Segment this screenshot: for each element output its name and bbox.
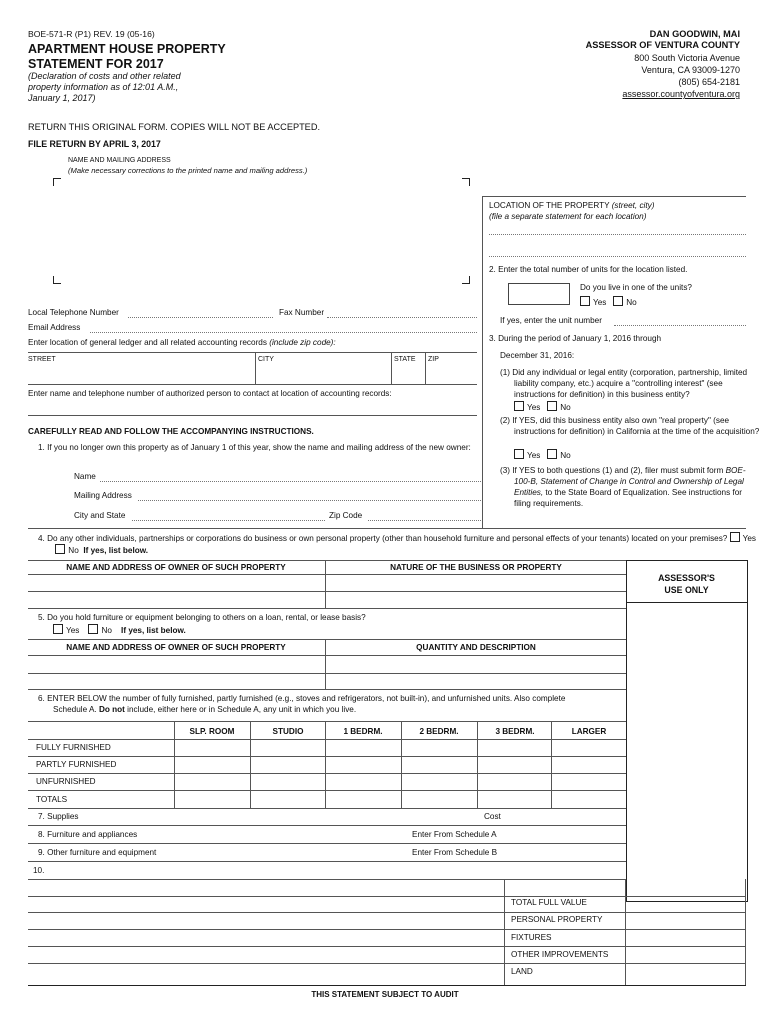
q5-yes-checkbox[interactable] [53,624,63,634]
q6-col-divider4 [401,721,402,808]
q6-col-divider1 [174,721,175,808]
other-improvements-label: OTHER IMPROVEMENTS [511,950,609,959]
location-top-line [482,196,746,197]
mailing-corner-br [462,276,470,284]
q9-other-equipment: 9. Other furniture and equipment [38,848,157,857]
new-owner-zip-line[interactable] [368,520,481,521]
q3-part3: (3) If YES to both questions (1) and (2), filer must submit form BOE-100-B, Statement of Change in Control and Ownership of Legal Entities, to the State Board of Equalization. See instructions for filing requirements. [500,466,746,508]
q6-row-totals: TOTALS [36,795,68,804]
q6-col-slp-room: SLP. ROOM [189,727,235,736]
q3-part1: (1) Did any individual or legal entity (corporation, partnership, limited liability company, etc.) acquire a "controlling interest" (see instructions for definition) in this business entity? [500,368,748,399]
q8-furniture: 8. Furniture and appliances [38,830,138,839]
assessor-use-box [626,560,748,902]
location-sub: (file a separate statement for each location) [489,212,647,221]
subtitle-line2: property information as of 12:01 A.M., [28,82,179,92]
email-line[interactable] [90,332,477,333]
assessor-phone: (805) 654-2181 [678,77,740,87]
fixtures-label: FIXTURES [511,933,552,942]
personal-property-input[interactable] [626,913,745,929]
q8-source: Enter From Schedule A [412,830,497,839]
q5-no-checkbox[interactable] [88,624,98,634]
city-label: CITY [258,356,274,363]
q6-row-rule3[interactable] [28,790,626,791]
q6-col-studio: STUDIO [272,727,304,736]
q3-part1-yes-checkbox[interactable] [514,401,524,411]
file-return-deadline: FILE RETURN BY APRIL 3, 2017 [28,139,161,149]
q6-row-rule1[interactable] [28,756,626,757]
location-line1[interactable] [489,234,746,235]
right-column-divider [482,196,483,528]
q5-table-header-rule [28,655,626,656]
q4-table-row1[interactable] [28,591,626,592]
q5-text: 5. Do you hold furniture or equipment belonging to others on a loan, rental, or lease basis? [38,613,366,622]
q4-col-owner-header: NAME AND ADDRESS OF OWNER OF SUCH PROPERTY [66,563,286,572]
address-divider2 [391,352,392,384]
instructions-heading: CAREFULLY READ AND FOLLOW THE ACCOMPANYING INSTRUCTIONS. [28,427,314,436]
form-title-line2: STATEMENT FOR 2017 [28,57,164,71]
q6-header-rule [28,739,626,740]
unit-number-line[interactable] [614,325,746,326]
assessor-website-link[interactable]: assessor.countyofventura.org [622,89,740,99]
land-input[interactable] [626,964,745,985]
q6-col-2-bedrm: 2 BEDRM. [419,727,459,736]
live-in-yes-checkbox[interactable] [580,296,590,306]
mailing-instruction: (Make necessary corrections to the printed name and mailing address.) [68,166,308,175]
assessor-use-rule [626,602,747,603]
new-owner-name-label: Name [74,472,96,481]
q5-table-top [28,639,626,640]
q5-col-quantity-header: QUANTITY AND DESCRIPTION [416,643,536,652]
mailing-corner-bl [53,276,61,284]
q4-table-header-rule [28,574,626,575]
ledger-label: Enter location of general ledger and all related accounting records (include zip code): [28,338,336,347]
q8-line[interactable] [28,843,626,844]
q6-row-partly-furnished: PARTLY FURNISHED [36,760,117,769]
form-title-line1: APARTMENT HOUSE PROPERTY [28,42,226,56]
q3-part2: (2) If YES, did this business entity also own "real property" (see instructions for definition) in California at the time of the acquisition? [500,416,760,436]
q3-line1: 3. During the period of January 1, 2016 through [489,334,662,343]
q3-part1-no-checkbox[interactable] [547,401,557,411]
address-divider1 [255,352,256,384]
zip-label: ZIP [428,356,439,363]
email-label: Email Address [28,323,81,332]
q3-line2: December 31, 2016: [500,351,575,360]
units-count-box[interactable] [508,283,570,305]
q6-col-divider2 [250,721,251,808]
new-owner-name-line[interactable] [100,481,481,482]
subtitle-line1: (Declaration of costs and other related [28,71,181,81]
q4-text: 4. Do any other individuals, partnerships or corporations do business or own personal property (other than household furniture and personal effects of your tenants) located on your premises? Yes No If yes, list below. [38,534,757,555]
units-question: 2. Enter the total number of units for the location listed. [489,265,688,274]
q6-col-divider5 [477,721,478,808]
q6-row-unfurnished: UNFURNISHED [36,777,96,786]
new-owner-mailing-label: Mailing Address [74,491,132,500]
q6-text1: 6. ENTER BELOW the number of fully furnished, partly furnished (e.g., stoves and refrigerators, not built-in), and unfurnished units. Also complete [38,694,566,703]
live-in-question: Do you live in one of the units? [580,283,692,292]
mailing-address-area[interactable] [60,184,460,274]
address-row-bottom [28,384,477,385]
q6-row-rule2[interactable] [28,773,626,774]
total-full-value-input[interactable] [626,897,745,912]
q10-label: 10. [33,866,45,875]
address-row-top [28,352,477,353]
assessor-use-line1: ASSESSOR'S [658,573,715,583]
q7-supplies: 7. Supplies [38,812,79,821]
personal-property-label: PERSONAL PROPERTY [511,915,603,924]
q6-col-3-bedrm: 3 BEDRM. [495,727,535,736]
new-owner-zip-label: Zip Code [329,511,363,520]
authorized-contact-label: Enter name and telephone number of authorized person to contact at location of accounting records: [28,389,392,398]
totals-right-border [745,879,746,985]
assessor-address2: Ventura, CA 93009-1270 [641,65,740,75]
q6-text2: Schedule A. Do not include, either here or in Schedule A, any unit in which you live. [53,705,357,714]
q4-table-divider [325,560,326,608]
location-label: LOCATION OF THE PROPERTY (street, city) [489,201,655,210]
live-in-options: Yes No [580,296,637,308]
assessor-address1: 800 South Victoria Avenue [634,53,740,63]
fixtures-input[interactable] [626,930,745,946]
q5-table-divider [325,639,326,689]
q6-col-divider3 [325,721,326,808]
street-label: STREET [28,356,56,363]
q5-options: Yes No If yes, list below. [53,624,186,636]
mailing-label: NAME AND MAILING ADDRESS [68,157,171,164]
q4-table-row2[interactable] [28,608,626,609]
q6-col-divider6 [551,721,552,808]
telephone-label: Local Telephone Number [28,308,119,317]
q3-part2-yes-checkbox[interactable] [514,449,524,459]
q6-col-1-bedrm: 1 BEDRM. [343,727,383,736]
q6-col-larger: LARGER [571,727,607,736]
total-full-value-label: TOTAL FULL VALUE [511,898,587,907]
q4-no-checkbox[interactable] [55,544,65,554]
q5-table-row1[interactable] [28,673,626,674]
assessor-use-line2: USE ONLY [664,585,709,595]
unit-number-label: If yes, enter the unit number [500,316,602,325]
location-line2[interactable] [489,256,746,257]
form-id: BOE-571-R (P1) REV. 19 (05-16) [28,29,155,39]
address-divider3 [425,352,426,384]
subtitle-line3: January 1, 2017) [28,93,96,103]
q9-source: Enter From Schedule B [412,848,498,857]
q6-row-fully-furnished: FULLY FURNISHED [36,743,111,752]
q7-line[interactable] [28,825,626,826]
q3-part2-no-checkbox[interactable] [547,449,557,459]
q10-line[interactable] [28,879,626,880]
telephone-line[interactable] [128,317,273,318]
assessor-name: DAN GOODWIN, MAI [649,29,740,39]
q7-cost: Cost [484,812,501,821]
totals-bottom-rule [28,985,746,986]
q3-part2-options: Yes No [514,449,571,461]
q4-top-rule [28,528,746,529]
return-original-notice: RETURN THIS ORIGINAL FORM. COPIES WILL NOT BE ACCEPTED. [28,122,321,132]
fax-label: Fax Number [279,308,325,317]
q6-table-top [28,721,626,722]
q1-text: 1. If you no longer own this property as of January 1 of this year, show the name and mailing address of the new owner: [38,443,471,452]
other-improvements-input[interactable] [626,947,745,963]
assessor-title: ASSESSOR OF VENTURA COUNTY [585,40,740,50]
mailing-corner-tr [462,178,470,186]
q5-col-owner-header: NAME AND ADDRESS OF OWNER OF SUCH PROPERTY [66,643,286,652]
q4-col-nature-header: NATURE OF THE BUSINESS OR PROPERTY [390,563,562,572]
new-owner-city-line[interactable] [132,520,325,521]
live-in-no-checkbox[interactable] [613,296,623,306]
new-owner-city-label: City and State [74,511,126,520]
q5-table-row2[interactable] [28,689,626,690]
authorized-contact-line[interactable] [28,415,477,416]
q4-yes-checkbox[interactable] [730,532,740,542]
fax-line[interactable] [327,317,477,318]
new-owner-mailing-line[interactable] [138,500,481,501]
q9-line[interactable] [28,861,626,862]
audit-footer: THIS STATEMENT SUBJECT TO AUDIT [311,990,459,999]
totals-left-border [504,879,505,985]
land-label: LAND [511,967,533,976]
q6-row-rule4[interactable] [28,808,626,809]
state-label: STATE [394,356,416,363]
q3-part1-options: Yes No [514,401,571,413]
